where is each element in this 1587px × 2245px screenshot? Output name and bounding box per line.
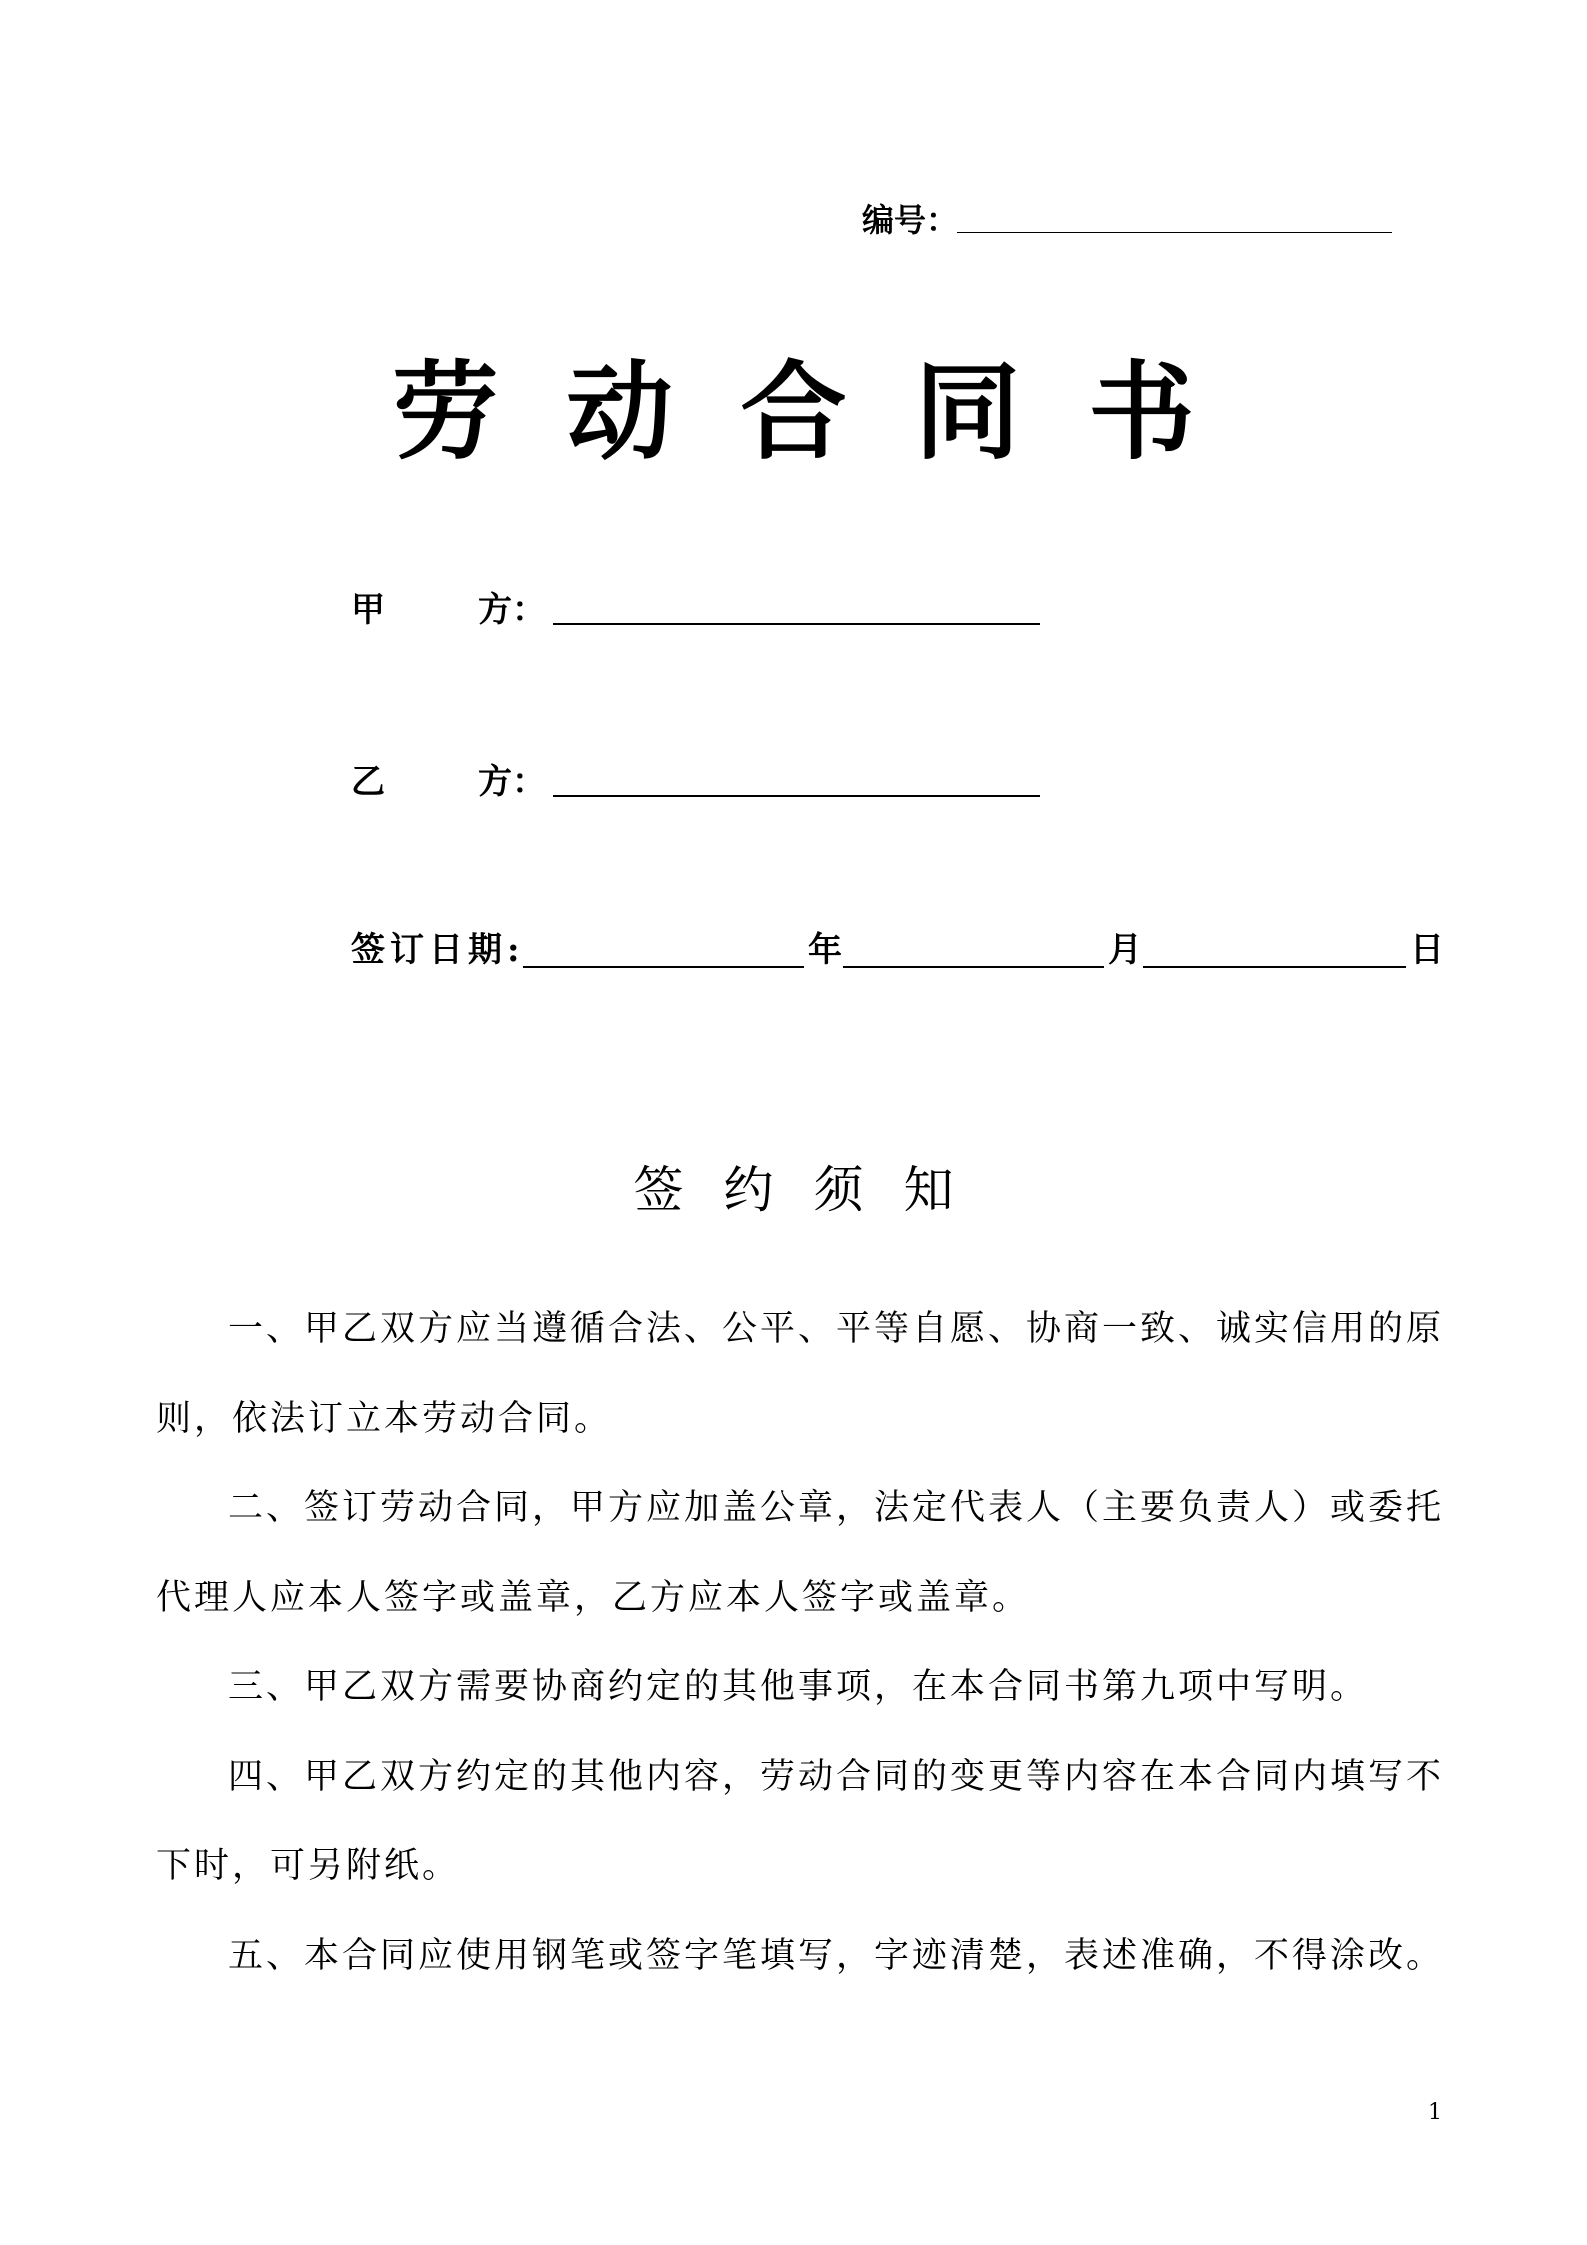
day-unit: 日 (1410, 930, 1444, 970)
year-unit: 年 (808, 930, 842, 970)
notice-item: 二、签订劳动合同，甲方应加盖公章，法定代表人（主要负责人）或委托代理人应本人签字或盖章，乙方应本人签字或盖章。 (156, 1488, 1445, 1618)
serial-number-field[interactable] (957, 232, 1392, 233)
party-a-label-char: 甲 (351, 590, 385, 630)
signing-date-label: 签订日期: (351, 930, 525, 970)
party-b-field[interactable] (553, 795, 1040, 797)
notice-item: 三、甲乙双方需要协商约定的其他事项，在本合同书第九项中写明。 (228, 1667, 1369, 1707)
notice-item: 五、本合同应使用钢笔或签字笔填写，字迹清楚，表述准确，不得涂改。 (228, 1935, 1445, 1976)
party-b-label-char: 乙 (351, 762, 385, 802)
party-b-label-suffix: 方： (478, 762, 546, 802)
serial-number-label: 编号： (862, 201, 959, 239)
signing-year-field[interactable] (523, 966, 804, 968)
party-a-field[interactable] (553, 623, 1040, 625)
signing-month-field[interactable] (843, 966, 1104, 968)
notice-title: 签约须知 (633, 1161, 994, 1219)
notice-body (156, 1285, 1444, 2001)
notice-item: 四、甲乙双方约定的其他内容，劳动合同的变更等内容在本合同内填写不下时，可另附纸。 (156, 1756, 1445, 1886)
page-number: 1 (1428, 2100, 1442, 2125)
signing-day-field[interactable] (1143, 966, 1406, 968)
month-unit: 月 (1108, 930, 1142, 970)
document-title: 劳动合同书 (392, 351, 1263, 474)
notice-item: 一、甲乙双方应当遵循合法、公平、平等自愿、协商一致、诚实信用的原则，依法订立本劳动合同。 (156, 1309, 1445, 1439)
party-a-label-suffix: 方： (478, 590, 546, 630)
